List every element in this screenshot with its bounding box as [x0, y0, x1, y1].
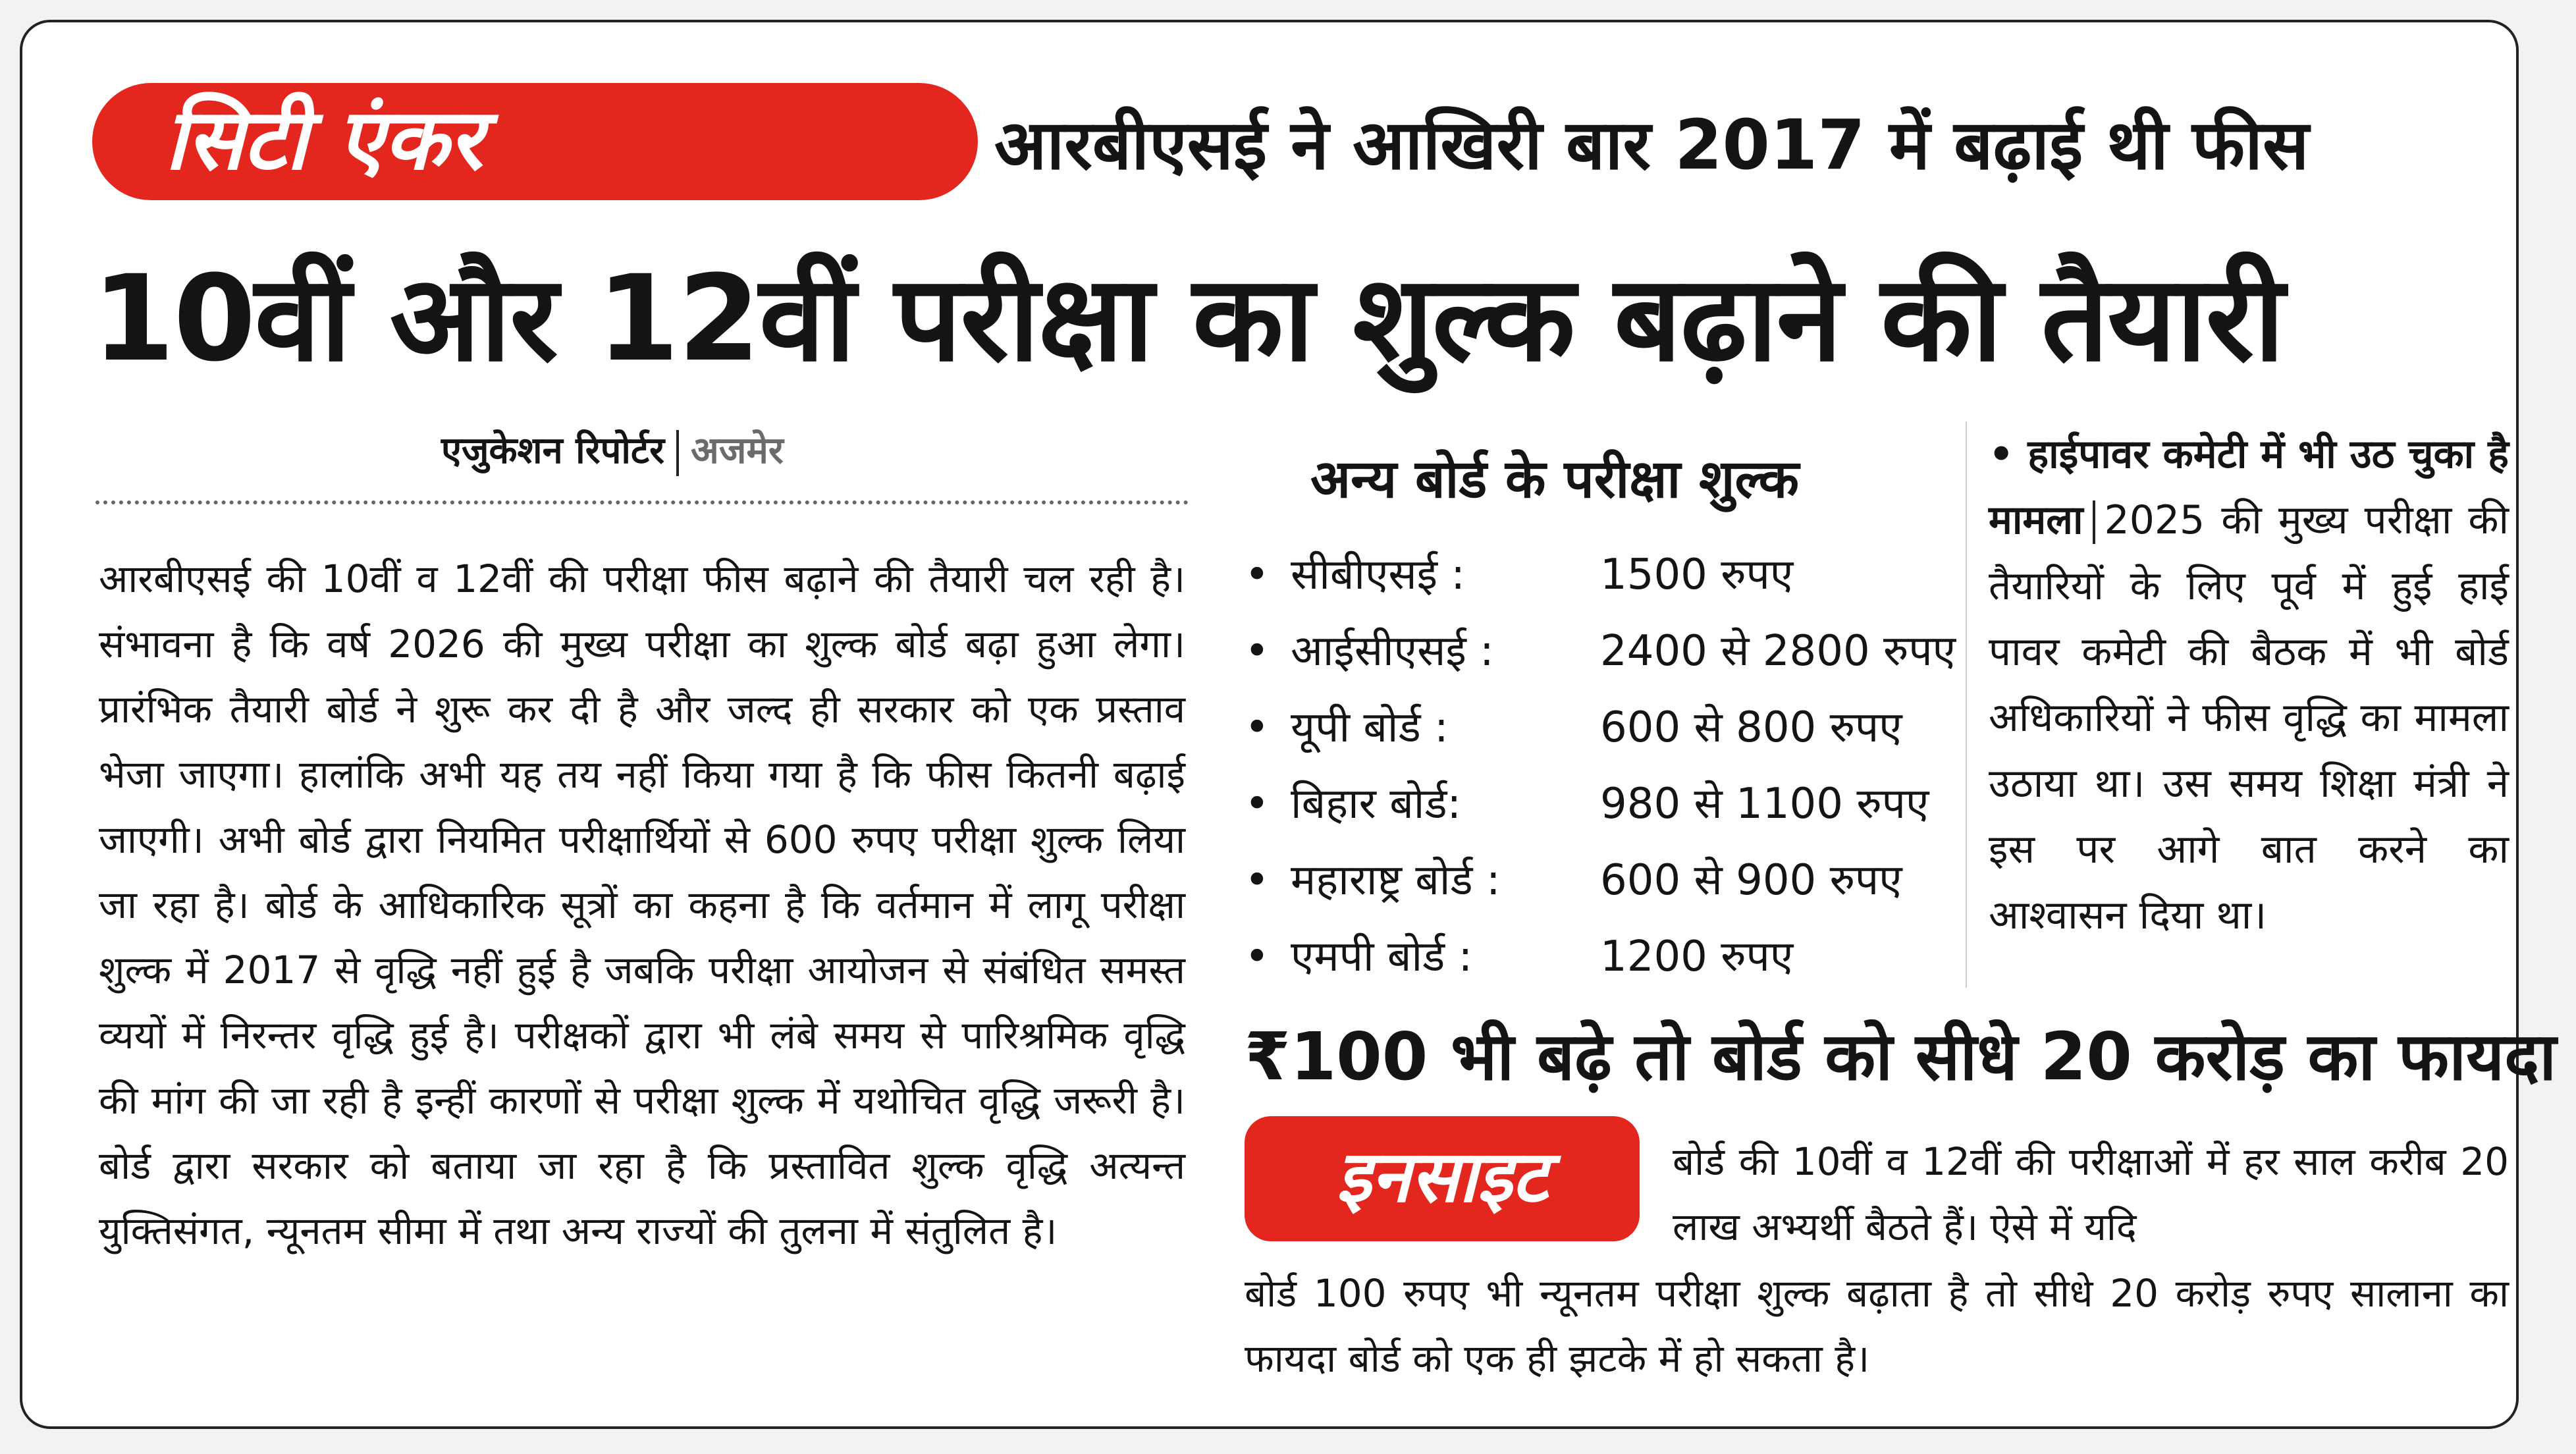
board-fee: 1200 रुपए: [1600, 932, 1794, 981]
side-note-lead: • हाईपावर कमेटी में भी उठ चुका है मामला: [1989, 431, 2509, 543]
board-fee-item: [1245, 766, 1969, 842]
side-note-body: [1989, 421, 2509, 948]
board-fee: 600 से 800 रुपए: [1600, 703, 1902, 752]
byline-city: अजमेर: [691, 429, 784, 472]
section-tag: [92, 83, 978, 200]
board-name: बिहार बोर्ड:: [1291, 780, 1462, 828]
board-fee-item: [1245, 842, 1969, 919]
byline-reporter: एजुकेशन रिपोर्टर: [441, 429, 665, 472]
board-fee-item: [1245, 537, 1969, 613]
board-name: यूपी बोर्ड :: [1291, 703, 1449, 752]
other-boards-list: [1245, 537, 1969, 995]
insight-tag: [1245, 1116, 1640, 1241]
other-boards-title: अन्य बोर्ड के परीक्षा शुल्क: [1310, 448, 1800, 510]
board-fee-item: [1245, 919, 1969, 995]
insight-text-part2: बोर्ड 100 रुपए भी न्यूनतम परीक्षा शुल्क बढ़ाता है तो सीधे 20 करोड़ रुपए सालाना का फायदा बोर्ड को एक ही झटके में हो सकता है।: [1245, 1271, 2509, 1381]
board-fee-item: [1245, 613, 1969, 689]
board-fee: 600 से 900 रुपए: [1600, 856, 1902, 905]
board-fee: 2400 से 2800 रुपए: [1600, 627, 1956, 676]
board-fee: 980 से 1100 रुपए: [1600, 780, 1929, 828]
board-fee: 1500 रुपए: [1600, 551, 1794, 599]
side-note: [1989, 421, 2509, 948]
side-note-divider: [2093, 500, 2095, 544]
board-name: महाराष्ट्र बोर्ड :: [1291, 856, 1501, 905]
board-name: आईसीएसई :: [1291, 627, 1494, 676]
side-note-text: 2025 की मुख्य परीक्षा की तैयारियों के लिए पूर्व में हुई हाई पावर कमेटी की बैठक में भी बोर्ड अधिकारियों ने फीस वृद्धि का मामला उठाया था। उस समय शिक्षा मंत्री ने इस पर आगे बात करने का आश्वासन दिया था।: [1989, 497, 2509, 938]
kicker: आरबीएसई ने आखिरी बार 2017 में बढ़ाई थी फीस: [994, 105, 2309, 185]
board-name: सीबीएसई :: [1291, 551, 1465, 599]
sub-headline: ₹100 भी बढ़े तो बोर्ड को सीधे 20 करोड़ का फायदा: [1245, 1018, 2557, 1095]
main-article-text: आरबीएसई की 10वीं व 12वीं की परीक्षा फीस बढ़ाने की तैयारी चल रही है। संभावना है कि वर्ष 2026 की मुख्य परीक्षा का शुल्क बोर्ड बढ़ा हुआ लेगा। प्रारंभिक तैयारी बोर्ड ने शुरू कर दी है और जल्द ही सरकार को एक प्रस्ताव भेजा जाएगा। हालांकि अभी यह तय नहीं किया गया है कि फीस कितनी बढ़ाई जाएगी। अभी बोर्ड द्वारा नियमित परीक्षार्थियों से 600 रुपए परीक्षा शुल्क लिया जा रहा है। बोर्ड के आधिकारिक सूत्रों का कहना है कि वर्तमान में लागू परीक्षा शुल्क में 2017 से वृद्धि नहीं हुई है जबकि परीक्षा आयोजन से संबंधित समस्त व्ययों में निरन्तर वृद्धि हुई है। परीक्षकों द्वारा भी लंबे समय से पारिश्रमिक वृद्धि की मांग की जा रही है इन्हीं कारणों से परीक्षा शुल्क में यथोचित वृद्धि जरूरी है। बोर्ड द्वारा सरकार को बताया जा रहा है कि प्रस्तावित शुल्क वृद्धि अत्यन्त युक्तिसंगत, न्यूनतम सीमा में तथा अन्य राज्यों की तुलना में संतुलित है।: [99, 556, 1185, 1253]
board-name: एमपी बोर्ड :: [1291, 932, 1473, 981]
headline: 10वीं और 12वीं परीक्षा का शुल्क बढ़ाने की तैयारी: [92, 250, 2284, 388]
column-divider: [1966, 421, 1967, 988]
byline: [441, 421, 784, 481]
byline-divider: [676, 430, 679, 476]
board-fee-item: [1245, 689, 1969, 766]
section-tag-label: सिटी एंकर: [165, 91, 483, 189]
insight-tag-label: इनसाइट: [1336, 1136, 1548, 1218]
dotted-divider: [95, 500, 1189, 504]
insight-text-part1: बोर्ड की 10वीं व 12वीं की परीक्षाओं में हर साल करीब 20 लाख अभ्यर्थी बैठते हैं। ऐसे में यदि: [1673, 1139, 2509, 1249]
